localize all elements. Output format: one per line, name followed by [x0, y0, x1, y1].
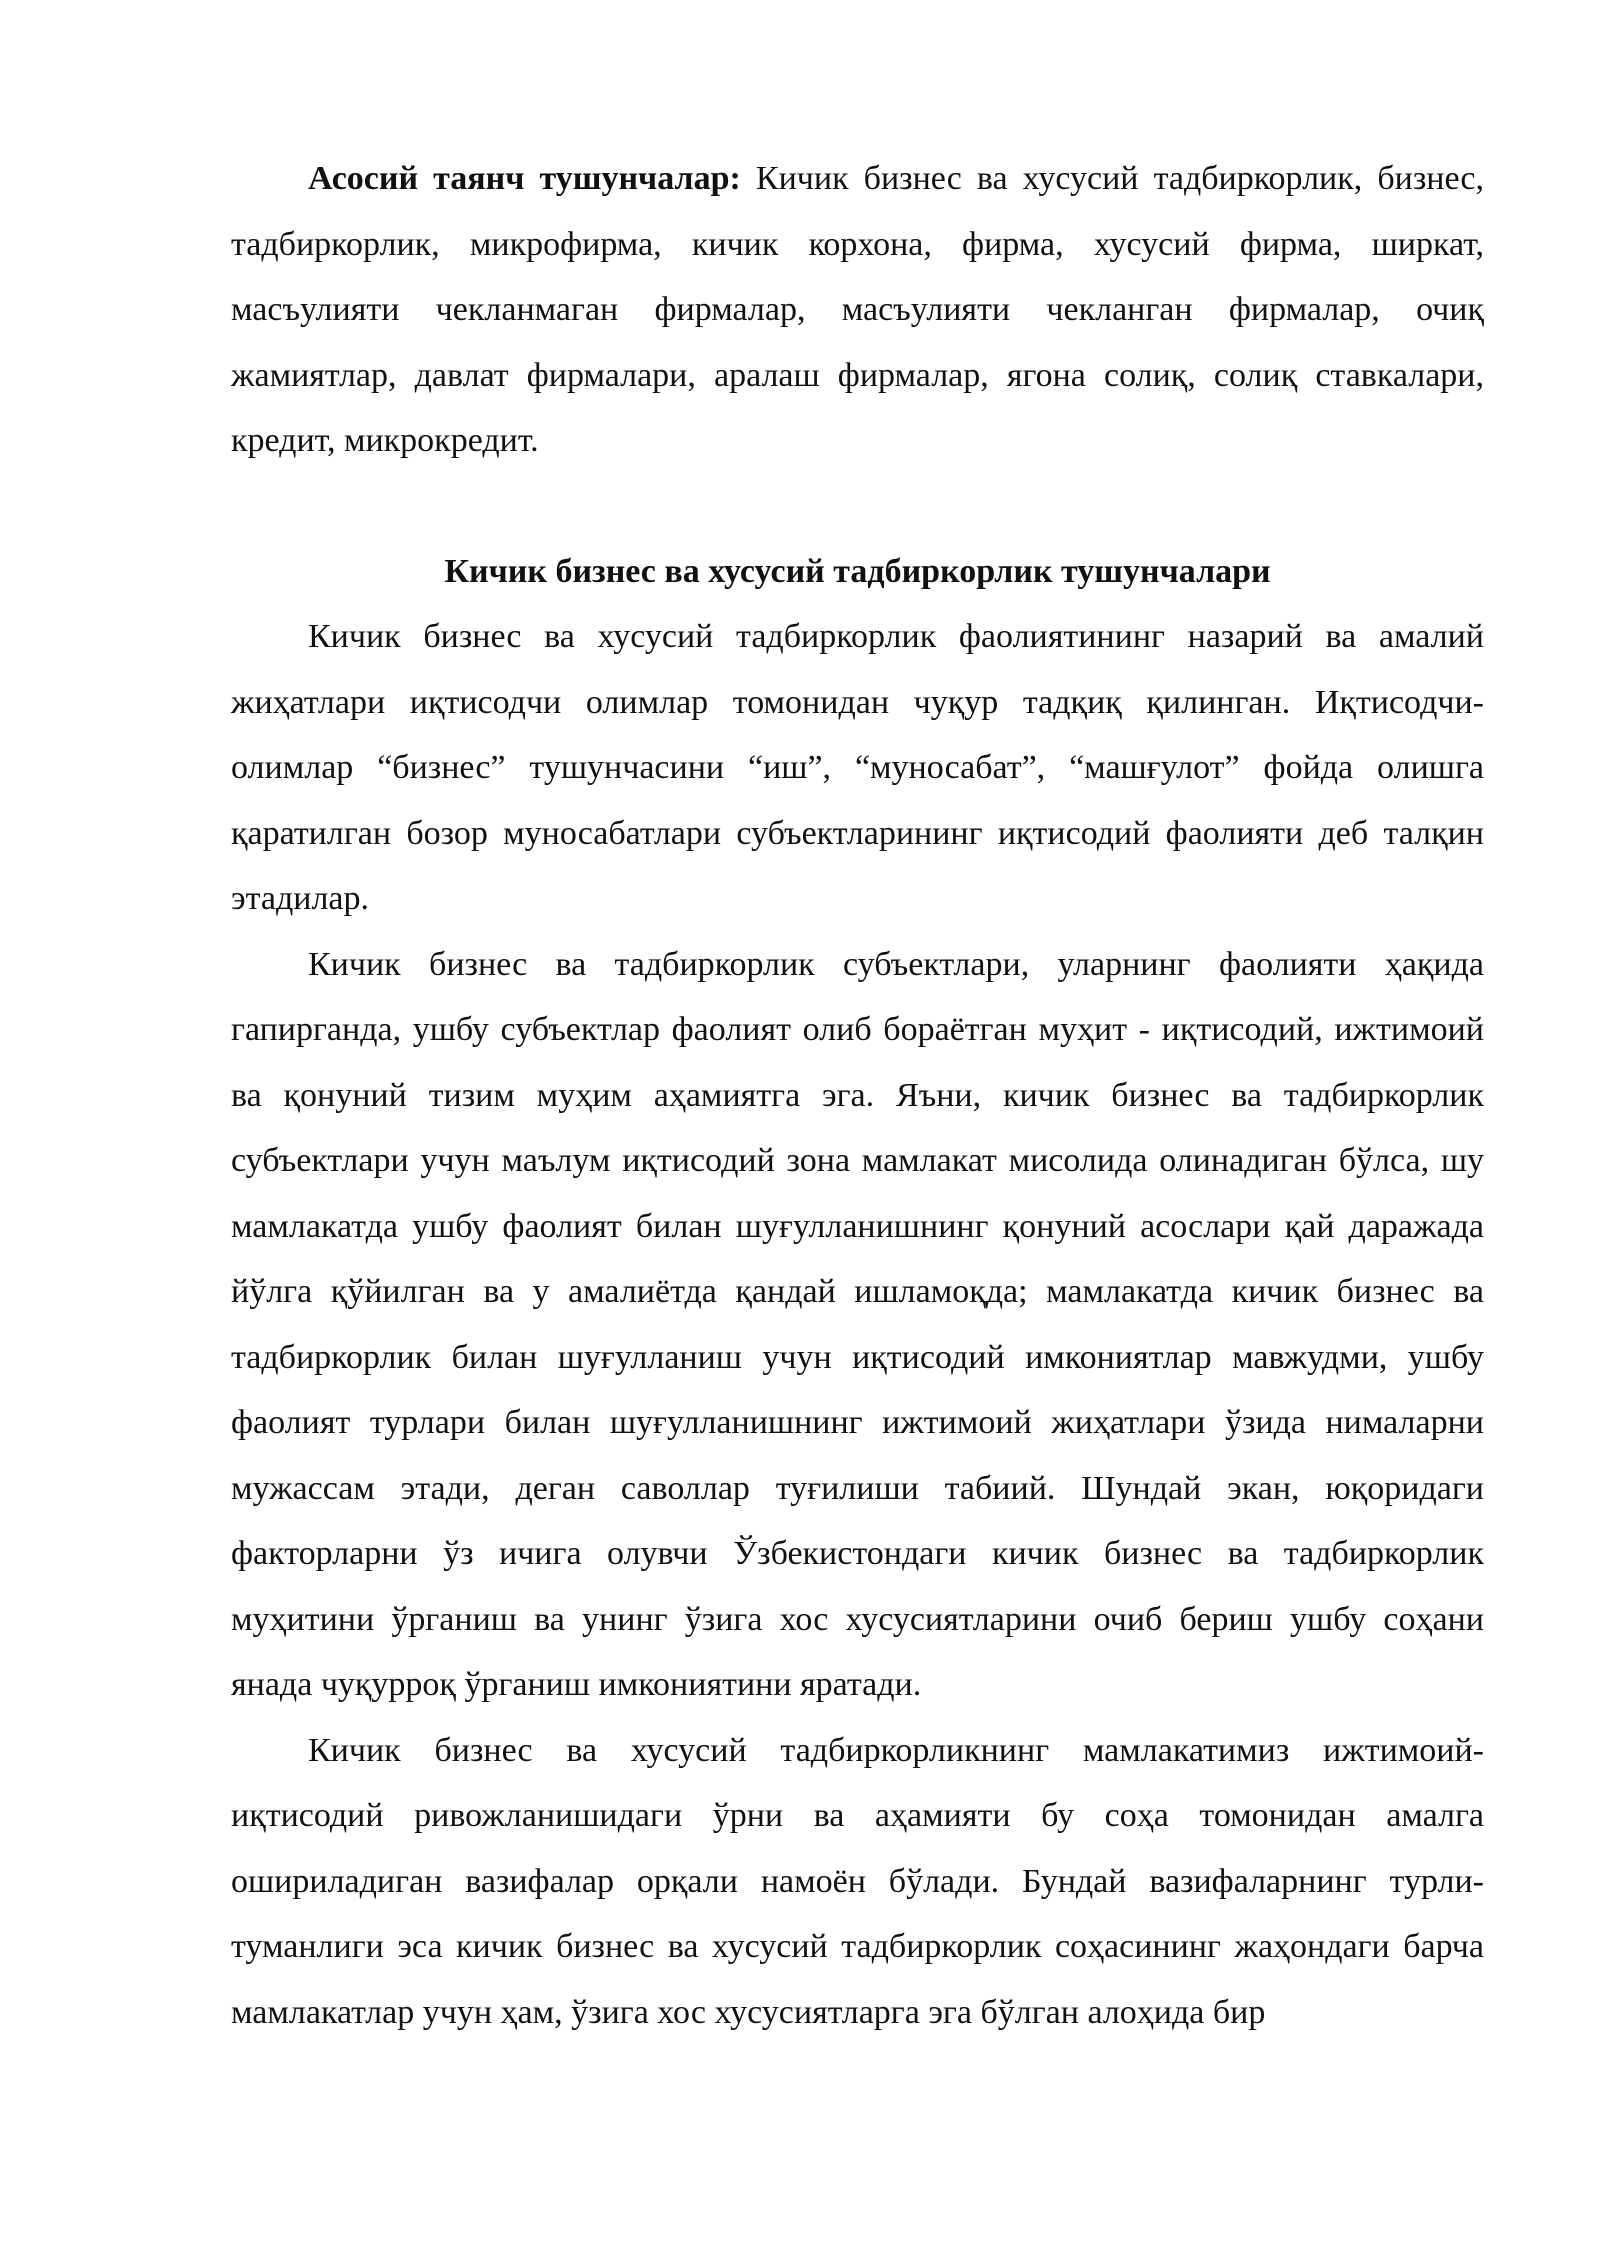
body-paragraph-2: Кичик бизнес ва тадбиркорлик субъектлари, уларнинг фаолияти ҳақида гапирганда, ушбу субъектлар фаолият олиб бораётган муҳит - иқтисодий, ижтимоий ва қонуний тизим муҳим аҳамиятга эга. Яъни, кичик бизнес ва тадбиркорлик субъектлари учун маълум иқтисодий зона мамлакат мисолида олинадиган бўлса, шу мамлакатда ушбу фаолият билан шуғулланишнинг қонуний асослари қай даражада йўлга қўйилган ва у амалиётда қандай ишламоқда; мамлакатда кичик бизнес ва тадбиркорлик билан шуғулланиш учун иқтисодий имкониятлар мавжудми, ушбу фаолият турлари билан шуғулланишнинг ижтимоий жиҳатлари ўзида нималарни мужассам этади, деган саволлар туғилиши табиий. Шундай экан, юқоридаги факторларни ўз ичига олувчи Ўзбекистондаги кичик бизнес ва тадбиркорлик муҳитини ўрганиш ва унинг ўзига хос хусусиятларини очиб бериш ушбу соҳани янада чуқурроқ ўрганиш имкониятини яратади. [231, 945, 1484, 1703]
key-terms-text: Кичик бизнес ва хусусий тадбиркорлик, бизнес, тадбиркорлик, микрофирма, кичик корхона, фирма, хусусий фирма, ширкат, масъулияти чекланмаган фирмалар, масъулияти чекланган фирмалар, очиқ жамиятлар, давлат фирмалари, аралаш фирмалар, ягона солиқ, солиқ ставкалари, кредит, микрокредит. [231, 160, 1484, 459]
key-terms-paragraph [231, 146, 1484, 474]
body-paragraph-1: Кичик бизнес ва хусусий тадбиркорлик фаолиятининг назарий ва амалий жиҳатлари иқтисодчи олимлар томонидан чуқур тадқиқ қилинган. Иқтисодчи-олимлар “бизнес” тушунчасини “иш”, “муносабат”, “машғулот” фойда олишга қаратилган бозор муносабатлари субъектларининг иқтисодий фаолияти деб талқин этадилар. [231, 618, 1484, 917]
body-paragraph-3: Кичик бизнес ва хусусий тадбиркорликнинг мамлакатимиз ижтимоий-иқтисодий ривожланишидаги ўрни ва аҳамияти бу соҳа томонидан амалга ошириладиган вазифалар орқали намоён бўлади. Бундай вазифаларнинг турли-туманлиги эса кичик бизнес ва хусусий тадбиркорлик соҳасининг жаҳондаги барча мамлакатлар учун ҳам, ўзига хос хусусиятларга эга бўлган алоҳида бир [231, 1731, 1484, 2031]
key-terms-label: Асосий таянч тушунчалар: [308, 160, 741, 197]
document-page [231, 146, 1484, 2045]
section-title: Кичик бизнес ва хусусий тадбиркорлик тушунчалари [444, 552, 1271, 590]
spacer [231, 474, 1484, 539]
